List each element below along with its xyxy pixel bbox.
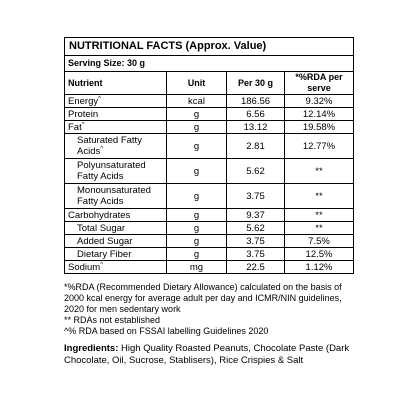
header-nutrient: Nutrient: [65, 72, 167, 95]
nutrient-amount: 2.81: [227, 134, 285, 159]
nutrient-name: [65, 248, 167, 261]
nutrient-unit: g: [167, 235, 227, 248]
nutrient-label: Polyunsaturated Fatty Acids: [77, 160, 146, 182]
table-row: [65, 235, 354, 248]
nutrient-unit: g: [167, 222, 227, 235]
nutrient-amount: 6.56: [227, 108, 285, 121]
nutrient-rda: 19.58%: [285, 121, 354, 134]
footnote-marker: ^: [100, 261, 104, 268]
nutrient-name: [65, 134, 167, 159]
nutrient-label: Saturated Fatty Acids: [77, 135, 142, 157]
nutrient-label: Sodium: [68, 261, 101, 273]
footnotes: [64, 282, 353, 337]
nutrient-unit: g: [167, 248, 227, 261]
ingredients: [64, 343, 353, 367]
nutrient-rda: 7.5%: [285, 235, 354, 248]
header-unit: Unit: [167, 72, 227, 95]
nutrient-name: [65, 121, 167, 134]
nutrient-label: Dietary Fiber: [77, 248, 132, 260]
nutrient-unit: g: [167, 159, 227, 184]
nutrient-name: [65, 235, 167, 248]
nutrient-label: Protein: [68, 108, 99, 120]
nutrient-rda: 9.32%: [285, 95, 354, 108]
nutrient-amount: 22.5: [227, 261, 285, 274]
nutrient-rda: 12.77%: [285, 134, 354, 159]
nutrient-amount: 13.12: [227, 121, 285, 134]
header-rda: *%RDA per serve: [285, 72, 354, 95]
nutrient-label: Added Sugar: [77, 235, 133, 247]
nutrient-unit: g: [167, 209, 227, 222]
nutrition-table: [64, 37, 354, 274]
nutrient-label: Fat: [68, 121, 82, 133]
nutrient-label: Monounsaturated Fatty Acids: [77, 185, 151, 207]
nutrient-label: Carbohydrates: [68, 209, 131, 221]
nutrient-unit: g: [167, 121, 227, 134]
nutrient-label: Energy: [68, 95, 99, 107]
table-row: [65, 184, 354, 209]
serving-size: Serving Size: 30 g: [65, 56, 354, 72]
nutrient-rda: 1.12%: [285, 261, 354, 274]
nutrient-name: [65, 95, 167, 108]
table-title: NUTRITIONAL FACTS (Approx. Value): [65, 38, 354, 56]
nutrient-rda: **: [285, 159, 354, 184]
nutrient-unit: g: [167, 134, 227, 159]
table-row: [65, 159, 354, 184]
nutrient-amount: 3.75: [227, 248, 285, 261]
table-row: [65, 209, 354, 222]
footnote-fssai: ^% RDA based on FSSAI labelling Guidelines 2020: [64, 326, 269, 336]
nutrient-unit: g: [167, 184, 227, 209]
nutrient-name: [65, 222, 167, 235]
table-row: [65, 248, 354, 261]
nutrient-rda: **: [285, 222, 354, 235]
nutrition-label: [64, 37, 353, 367]
nutrient-name: [65, 159, 167, 184]
header-row: [65, 72, 354, 95]
footnote-not-established: ** RDAs not established: [64, 315, 161, 325]
nutrient-name: [65, 261, 167, 274]
nutrient-rda: 12.5%: [285, 248, 354, 261]
table-row: [65, 222, 354, 235]
nutrient-amount: 9.37: [227, 209, 285, 222]
nutrient-amount: 186.56: [227, 95, 285, 108]
nutrient-rda: **: [285, 209, 354, 222]
nutrient-name: [65, 184, 167, 209]
nutrient-name: [65, 108, 167, 121]
nutrient-amount: 5.62: [227, 159, 285, 184]
nutrient-unit: g: [167, 108, 227, 121]
nutrient-rda: **: [285, 184, 354, 209]
header-per-serving: Per 30 g: [227, 72, 285, 95]
footnote-rda: *%RDA (Recommended Dietary Allowance) calculated on the basis of 2000 kcal energy for average adult per day and ICMR/NIN guidelines, 2020 for men sedentary work: [64, 282, 342, 314]
table-row: [65, 108, 354, 121]
nutrient-unit: kcal: [167, 95, 227, 108]
table-row: [65, 261, 354, 274]
table-row: [65, 134, 354, 159]
footnote-marker: ^: [100, 145, 104, 152]
nutrient-unit: mg: [167, 261, 227, 274]
nutrient-amount: 3.75: [227, 235, 285, 248]
footnote-marker: ^: [98, 95, 101, 102]
nutrient-amount: 3.75: [227, 184, 285, 209]
ingredients-label: Ingredients:: [64, 343, 119, 354]
table-row: [65, 95, 354, 108]
nutrient-name: [65, 209, 167, 222]
ingredients-text: High Quality Roasted Peanuts, Chocolate Paste (Dark Chocolate, Oil, Sucrose, Stablisers), Rice Crispies & Salt: [64, 343, 350, 366]
nutrient-label: Total Sugar: [77, 222, 126, 234]
nutrient-amount: 5.62: [227, 222, 285, 235]
nutrient-rda: 12.14%: [285, 108, 354, 121]
footnote-marker: ^: [81, 121, 85, 128]
table-row: [65, 121, 354, 134]
